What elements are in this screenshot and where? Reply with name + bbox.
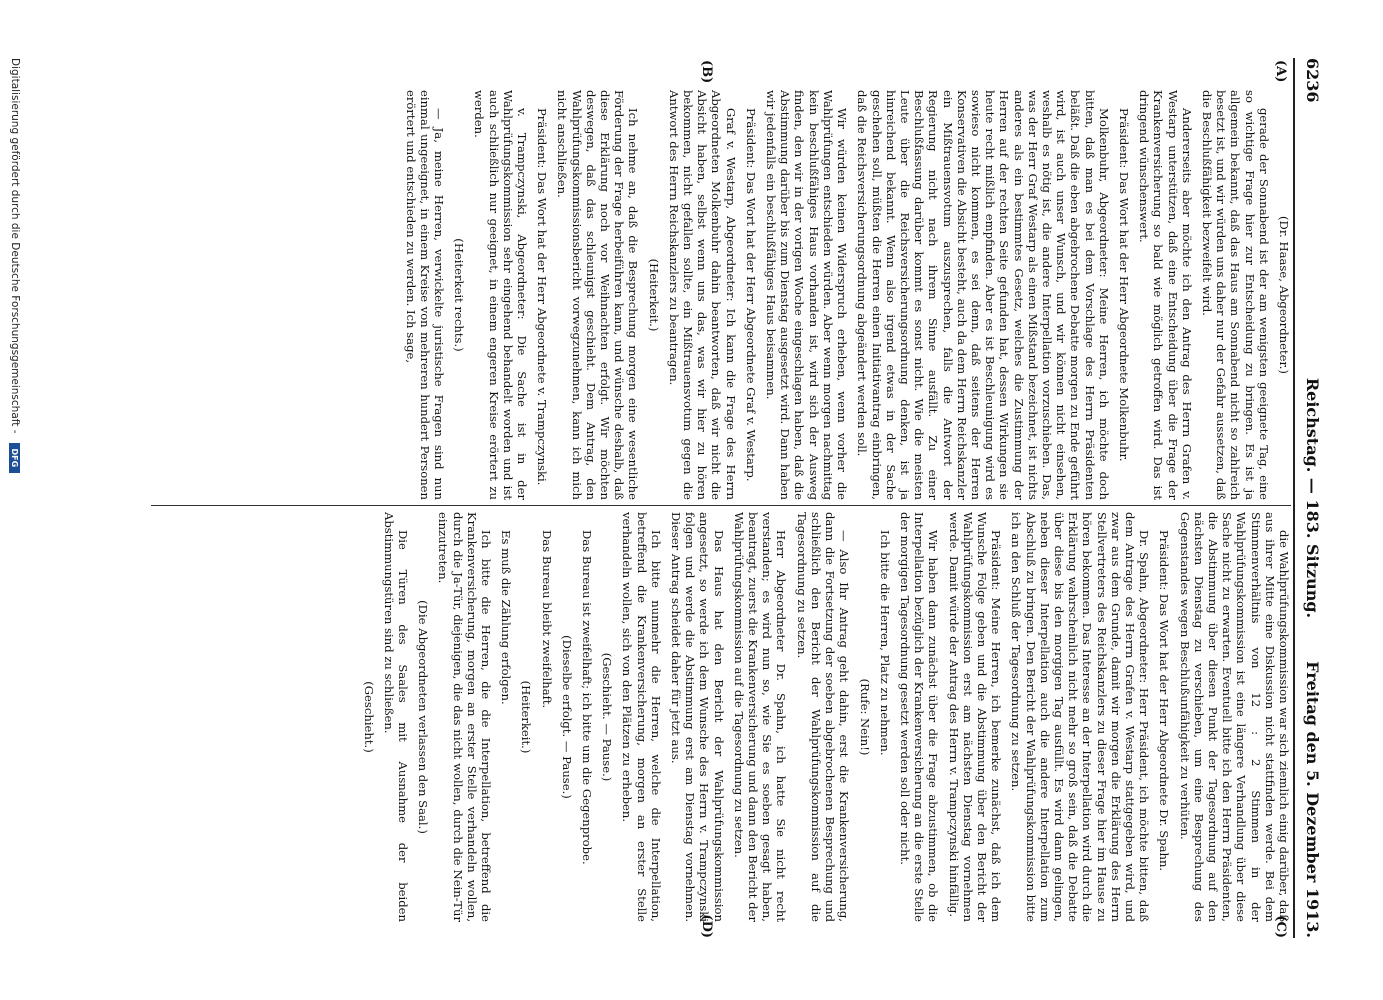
right-column-paragraph: Die Türen des Saales mit Ausnahme der beiden Abstimmungstüren sind zu schließen. [381, 512, 411, 922]
right-column-paragraph: Präsident: Das Wort hat der Herr Abgeordnete Dr. Spahn. [1157, 530, 1172, 872]
right-column-paragraph: Präsident: Meine Herren, ich bemerke zunächst, daß ich dem Wunsche Folge geben und die Abstimmung über den Bericht der Wahlprüfungskommission erst am nächsten Dienstag vornehmen werde. Damit würde der Antrag des Herrn v. Trampczynski hinfällig. [946, 512, 1004, 922]
right-column-paragraph: Das Bureau ist zweifelhaft; ich bitte um die Gegenprobe. [580, 530, 595, 865]
session-title: Reichstag. — 183. Sitzung. [1303, 377, 1322, 619]
right-column-paragraph: Ich bitte nunmehr die Herren, welche die Interpellation, betreffend die Krankenversicherung, morgen an erster Stelle verhandeln wollen, sich von den Plätzen zu erheben. [620, 512, 663, 922]
dfg-logo: DFG [10, 443, 21, 473]
right-column-paragraph: (Dieselbe erfolgt. — Pause.) [559, 635, 574, 799]
column-divider [151, 505, 1291, 506]
running-head [1297, 58, 1322, 938]
left-column-paragraph: Graf v. Westarp, Abgeordneter: Ich kann die Frage des Herrn Abgeordneten Molkenbuhr dahin beantworten, daß wir nicht die Absicht haben, selbst wenn uns das, was wir hier zu hören bekommen, nicht gefallen sollte, ein Mißtrauensvotum gegen die Antwort des Herrn Reichskanzlers zu beantragen. [666, 90, 738, 500]
right-column-paragraph: (Geschieht. — Pause.) [600, 652, 615, 782]
right-column-paragraph: (Geschieht.) [361, 681, 376, 753]
left-column-paragraph: Präsident: Das Wort hat der Herr Abgeordnete Graf v. Westarp. [743, 108, 758, 482]
margin-marker-b: (B) [699, 60, 714, 84]
margin-marker-d: (D) [699, 914, 714, 938]
right-column-paragraph: (Die Abgeordneten verlassen den Saal.) [416, 600, 431, 834]
margin-marker-c: (C) [1273, 915, 1288, 938]
credit-text: Digitalisierung gefördert durch die Deutsche Forschungsgemeinschaft - [9, 58, 21, 434]
header-rule [1293, 58, 1295, 938]
right-column-paragraph: Dr. Spahn, Abgeordneter: Herr Präsident, ich möchte bitten, daß dem Antrage des Herrn Grafen v. Westarp stattgegeben wird, und zwar aus dem Grunde, damit wir morgen die Erklärung des Herrn Stellvertreters des Reichskanzlers zu dieser Frage hier im Hause zu hören bekommen. Das Interesse an der Interpellation wird durch die Erklärung wahrscheinlich nicht mehr so groß sein, daß die Debatte über diese bis den morgigen Tag ausfüllt. Es wird dann gelingen, neben dieser Interpellation auch die andere Interpellation zum Abschluß zu bringen. Den Bericht der Wahlprüfungskommission bitte ich an den Schluß der Tagesordnung zu setzen. [1009, 512, 1152, 922]
left-column-paragraph: (Dr. Haase, Abgeordneter.) [1277, 216, 1291, 374]
left-column-paragraph: Andererseits aber möchte ich den Antrag des Herrn Grafen v. Westarp unterstützen, daß eine Entscheidung über die Frage der Krankenversicherung so bald wie möglich getroffen wird. Das ist dringend wünschenswert. [1137, 90, 1194, 500]
left-column-paragraph: gerade der Sonnabend ist der am wenigsten geeignete Tag, eine so wichtige Frage hier zur Entscheidung zu bringen. Es ist ja allgemein bekannt, daß das Haus am Sonnabend nicht so zahlreich besetzt ist, und wir würden uns daher nur der Gefahr aussetzen, daß die Beschlußfähigkeit bezweifelt wird. [1199, 90, 1271, 500]
left-column-paragraph: Molkenbuhr, Abgeordneter: Meine Herren, ich möchte doch bitten, daß man es bei dem Vorschlage des Herrn Präsidenten beläßt. Daß die eben abgebrochene Debatte morgen zu Ende geführt wird, ist auch unser Wunsch, und wir können nicht einsehen, weshalb es nötig ist, die andere Interpellation vorzuschieben. Das, was der Herr Graf Westarp als einen Mißstand bezeichnet, ist nichts anderes als ein bestimmtes Gesetz, welches die Zustimmung der Herren auf der rechten Seite gefunden hat, dessen Wirkungen sie heute recht mißlich empfinden. Aber es ist Beschleunigung wird es sowieso nicht kommen, es sei denn, daß seitens der Herren Konservativen die Absicht besteht, auch da dem Herrn Reichskanzler ein Mißtrauensvotum auszusprechen, falls die Antwort der Regierung nicht nach ihrem Sinne ausfällt. Zu einer Beschlußfassung darüber kommt es sonst nicht. Wie die meisten Leute über die Reichsversicherungsordnung denken, ist ja hinreichend bekannt. Wenn also irgend etwas in der Sache geschehen soll, müßten die Herren einen Initiativantrag einbringen, daß die Reichsversicherungsordnung abgeändert werden soll. [855, 90, 1111, 500]
right-column-paragraph: Das Bureau bleibt zweifelhaft. [539, 530, 554, 709]
left-column-paragraph: Ich nehme an, daß die Besprechung morgen eine wesentliche Förderung der Frage herbeiführen kann, und wünsche deshalb, daß diese Erklärung noch vor Weihnachten erfolgt. Wir möchten deswegen, daß das schleunigst geschieht. Dem Antrag, den Wahlprüfungskommissionsbericht vorwegzunehmen, kann ich mich nicht anschließen. [555, 90, 641, 500]
right-column-paragraph: die Wahlprüfungskommission war sich ziemlich einig darüber, daß aus ihrer Mitte eine Diskussion nicht stattfinden werde. Bei dem Stimmenverhältnis von 12 : 2 Stimmen in der Wahlprüfungskommission ist eine längere Verhandlung über diese Sache nicht zu erwarten. Eventuell bitte ich den Herrn Präsidenten, die Abstimmung über diesen Punkt der Tagesordnung auf den nächsten Dienstag zu verschieben, um eine Besprechung des Gegenstandes wegen Beschlußunfähigkeit zu verhüten. [1177, 512, 1291, 922]
left-column [136, 90, 1291, 500]
left-column-paragraph: Präsident: Das Wort hat der Herr Abgeordnete v. Trampczynski. [535, 108, 550, 486]
right-column-paragraph: Herr Abgeordneter Dr. Spahn, ich hatte Sie nicht recht verstanden; es wird nun so, wie Sie es soeben gesagt haben, beantragt, zuerst die Krankenversicherung und dann den Bericht der Wahlprüfungskommission auf die Tagesordnung zu setzen. [731, 512, 789, 922]
right-column-paragraph: Wir haben dann zunächst über die Frage abzustimmen, ob die Interpellation bezüglich der Krankenversicherung an die erste Stelle der morgigen Tagesordnung gesetzt werden soll oder nicht. [897, 512, 941, 922]
left-column-paragraph: Wir würden keinen Widerspruch erheben, wenn vorher die Wahlprüfungen entschieden würden. Aber wenn morgen nachmittag kein beschlußfähiges Haus vorhanden ist, wird sich der Ausweg finden, den wir in der vorigen Woche eingeschlagen haben, daß die Abstimmung darüber bis zum Dienstag ausgesetzt wird. Dann haben wir jedenfalls ein beschlußfähiges Haus beisammen. [764, 90, 850, 500]
left-column-paragraph: (Heiterkeit rechts.) [452, 238, 467, 352]
right-column-paragraph: Das Haus hat den Bericht der Wahlprüfungskommission angesetzt, so werde ich dem Wunsche des Herrn v. Trampczynski folgen und werde die Abstimmung erst am Dienstag vornehmen. Dieser Antrag scheidet daher für jetzt aus. [669, 512, 726, 922]
left-column-paragraph: (Heiterkeit.) [646, 258, 661, 332]
right-column-paragraph: (Rufe: Nein!) [857, 678, 872, 756]
right-column-paragraph: Ich bitte die Herren, Platz zu nehmen. [877, 530, 892, 756]
right-column [136, 512, 1291, 922]
session-date: Freitag den 5. Dezember 1913. [1303, 661, 1322, 938]
right-column-paragraph: Es muß die Zählung erfolgen. [499, 530, 514, 705]
right-column-paragraph: (Heiterkeit.) [519, 680, 534, 754]
right-column-paragraph: Ich bitte die Herren, die die Interpellation, betreffend die Krankenversicherung, morgen an erster Stelle verhandeln wollen, durch die Ja-Tür, diejenigen, die das nicht wollen, durch die Nein-Tür einzutreten. [436, 512, 494, 922]
digitization-credit [0, 58, 22, 998]
left-column-paragraph: v. Trampczynski, Abgeordneter: Die Sache ist in der Wahlprüfungskommission sehr eingehend behandelt worden und ist auch schließlich nur geeignet, in einem engeren Kreise erörtert zu werden. [472, 90, 530, 500]
margin-marker-a: (A) [1273, 60, 1288, 83]
left-column-paragraph: — Ja, meine Herren, verwickelte juristische Fragen sind nun einmal ungeeignet, in einem Kreise von mehreren hundert Personen erörtert und entschieden zu werden. Ich sage, [403, 90, 447, 500]
left-column-paragraph: Präsident: Das Wort hat der Herr Abgeordnete Molkenbuhr. [1116, 108, 1131, 462]
page-number: 6236 [1303, 58, 1322, 103]
right-column-paragraph: — Also Ihr Antrag geht dahin, erst die Krankenversicherung, dann die Fortsetzung der soeben abgebrochenen Besprechung und schließlich den Bericht der Wahlprüfungskommission auf die Tagesordnung zu setzen. [794, 512, 852, 922]
